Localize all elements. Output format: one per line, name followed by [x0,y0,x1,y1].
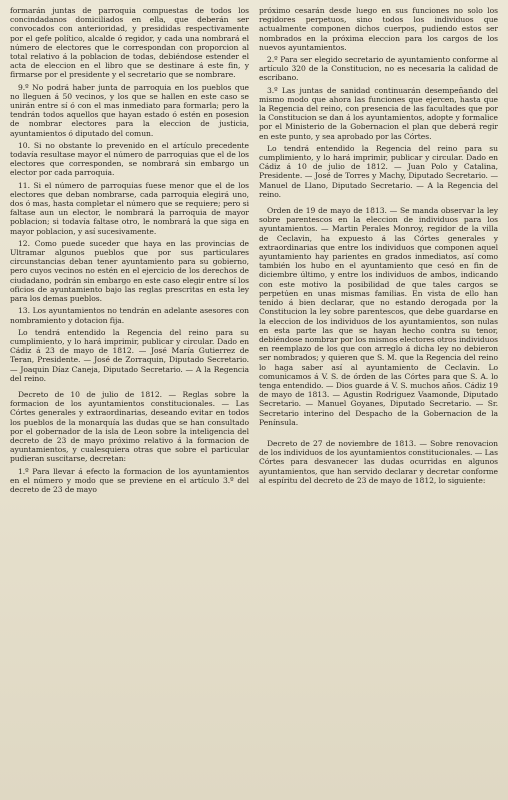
paragraph: Decreto de 10 de julio de 1812. — Reglas sobre la formacion de los ayuntamientos constitucionales. — Las Córtes generales y extraordinarias, deseando evitar en todos los pueblos de la monarquía las dudas que se han consultado por el gobernador de la isla de Leon sobre la inteligencia del decreto de 23 de mayo próximo relativo á la formacion de ayuntamientos, y cualesquiera otras que sobre el particular pudieran suscitarse, decretan: [10,389,249,464]
paragraph: formarán juntas de parroquia compuestas de todos los concindadanos domiciliados en ella, que deberán ser convocados con anterioridad, y presididas respectivamente por el gefe político, alcalde ó regidor, y cada una nombrará el número de electores que le correspondan con proporcion al total relativo á la poblacion de todas, debiéndose estender el acta de eleccion en el libro que se destinare á este fin, y firmarse por el presidente y el secretario que se nombrare. [10,6,249,80]
paragraph: 10. Si no obstante lo prevenido en el artículo precedente todavía resultase mayor el número de parroquias que el de los electores que corresponden, se nombrará sin embargo un elector por cada parroquia. [10,140,249,178]
paragraph: Lo tendrá entendido la Regencia del reino para su cumplimiento, y lo hará imprimir, publicar y circular. Dado en Cádiz á 23 de mayo de 1812. — José María Gutierrez de Teran, Presidente. — José de Zorraquin, Diputado Secretario. — Joaquin Díaz Caneja, Diputado Secretario. — A la Regencia del reino. [10,327,249,383]
paragraph: 3.º Las juntas de sanidad continuarán desempeñando del mismo modo que ahora las funciones que ejercen, hasta que la Regencia del reino, con presencia de las facultades que por la Constitucion se dan á los ayuntamientos, adopte y formalice por el Ministerio de la Gobernacion el plan que deberá regir en este punto, y sea aprobado por las Córtes. [259,85,498,141]
paragraph: 13. Los ayuntamientos no tendrán en adelante asesores con nombramiento y dotacion fija. [10,306,249,325]
paragraph: Lo tendrá entendido la Regencia del reino para su cumplimiento, y lo hará imprimir, publicar y circular. Dado en Cádiz á 10 de julio de 1812. — Juan Polo y Catalina, Presidente. — José de Torres y Machy, Diputado Secretario. — Manuel de Llano, Diputado Secretario. — A la Regencia del reino. [259,143,498,199]
paragraph: próximo cesarán desde luego en sus funciones no solo los regidores perpetuos, sino todos los individuos que actualmente componen dichos cuerpos, pudiendo estos ser nombrados en la próxima eleccion para los cargos de los nuevos ayuntamientos. [259,6,498,52]
left-column [10,6,249,790]
paragraph: Decreto de 27 de noviembre de 1813. — Sobre renovacion de los individuos de los ayuntamientos constitucionales. — Las Córtes para desvanecer las dudas ocurridas en algunos ayuntamientos, que han servido declarar y decretar conforme al espíritu del decreto de 23 de mayo de 1812, lo siguiente: [259,438,498,485]
paragraph: 11. Si el número de parroquias fuese menor que el de los electores que deban nombrarse, cada parroquia elegirá uno, dos ó mas, hasta completar el número que se requiere; pero si faltase aun un elector, le nombrará la parroquia de mayor poblacion; si todavía faltase otro, le nombrará la que siga en mayor poblacion, y así sucesivamente. [10,180,249,236]
paragraph: 12. Como puede suceder que haya en las provincias de Ultramar algunos pueblos que por sus particulares circunstancias deban tener ayuntamiento para su gobierno, pero cuyos vecinos no estén en el ejercicio de los derechos de ciudadano, podrán sin embargo en este caso elegir entre sí los oficios de ayuntamiento bajo las reglas prescritas en esta ley para los demas pueblos. [10,238,249,304]
paragraph: 1.º Para llevar á efecto la formacion de los ayuntamientos en el número y modo que se previene en el artículo 3.º del decreto de 23 de mayo [10,466,249,494]
paragraph: 2.º Para ser elegido secretario de ayuntamiento conforme al artículo 320 de la Constitucion, no es necesaria la calidad de escribano. [259,55,498,83]
two-column-layout [10,6,500,790]
paragraph: Orden de 19 de mayo de 1813. — Se manda observar la ley sobre parentescos en la eleccion de individuos para los ayuntamientos. — Martin Perales Monroy, regidor de la villa de Ceclavin, ha expuesto á las Córtes generales y extraordinarias que entre los individuos que componen aquel ayuntamiento hay parientes en grados inmediatos, así como también los hubo en el ayuntamiento que cesó en fin de diciembre último, y entre los individuos de ambos, indicando con este motivo la posibilidad de que tales cargos se perpetúen en unas mismas familias. En vista de ello han tenido á bien declarar, que no estando derogada por la Constitucion la ley sobre parentescos, que debe guardarse en la eleccion de los individuos de los ayuntamientos, son nulas en esta parte las que se hayan hecho contra su tenor, debiéndose nombrar por los mismos electores otros individuos en reemplazo de los que con arreglo á dicha ley no debieron ser nombrados; y quieren que S. M. que la Regencia del reino lo haga saber así al ayuntamiento de Ceclavin. Lo comunicamos á V. S. de órden de las Córtes para que S. A. lo tenga entendido. — Dios guarde á V. S. muchos años. Cádiz 19 de mayo de 1813. — Agustin Rodriguez Vaamonde, Diputado Secretario. — Manuel Goyanes, Diputado Secretario. — Sr. Secretario interino del Despacho de la Gobernacion de la Península. [259,206,498,427]
right-column [259,6,498,790]
paragraph: 9.º No podrá haber junta de parroquia en los pueblos que no lleguen á 50 vecinos, y los que se hallen en este caso se unirán entre sí ó con el mas inmediato para formarla; pero la tendrán todos aquellos que hayan estado ó estén en posesion de nombrar electores para la eleccion de justicia, ayuntamientos ó diputado del comun. [10,82,249,138]
